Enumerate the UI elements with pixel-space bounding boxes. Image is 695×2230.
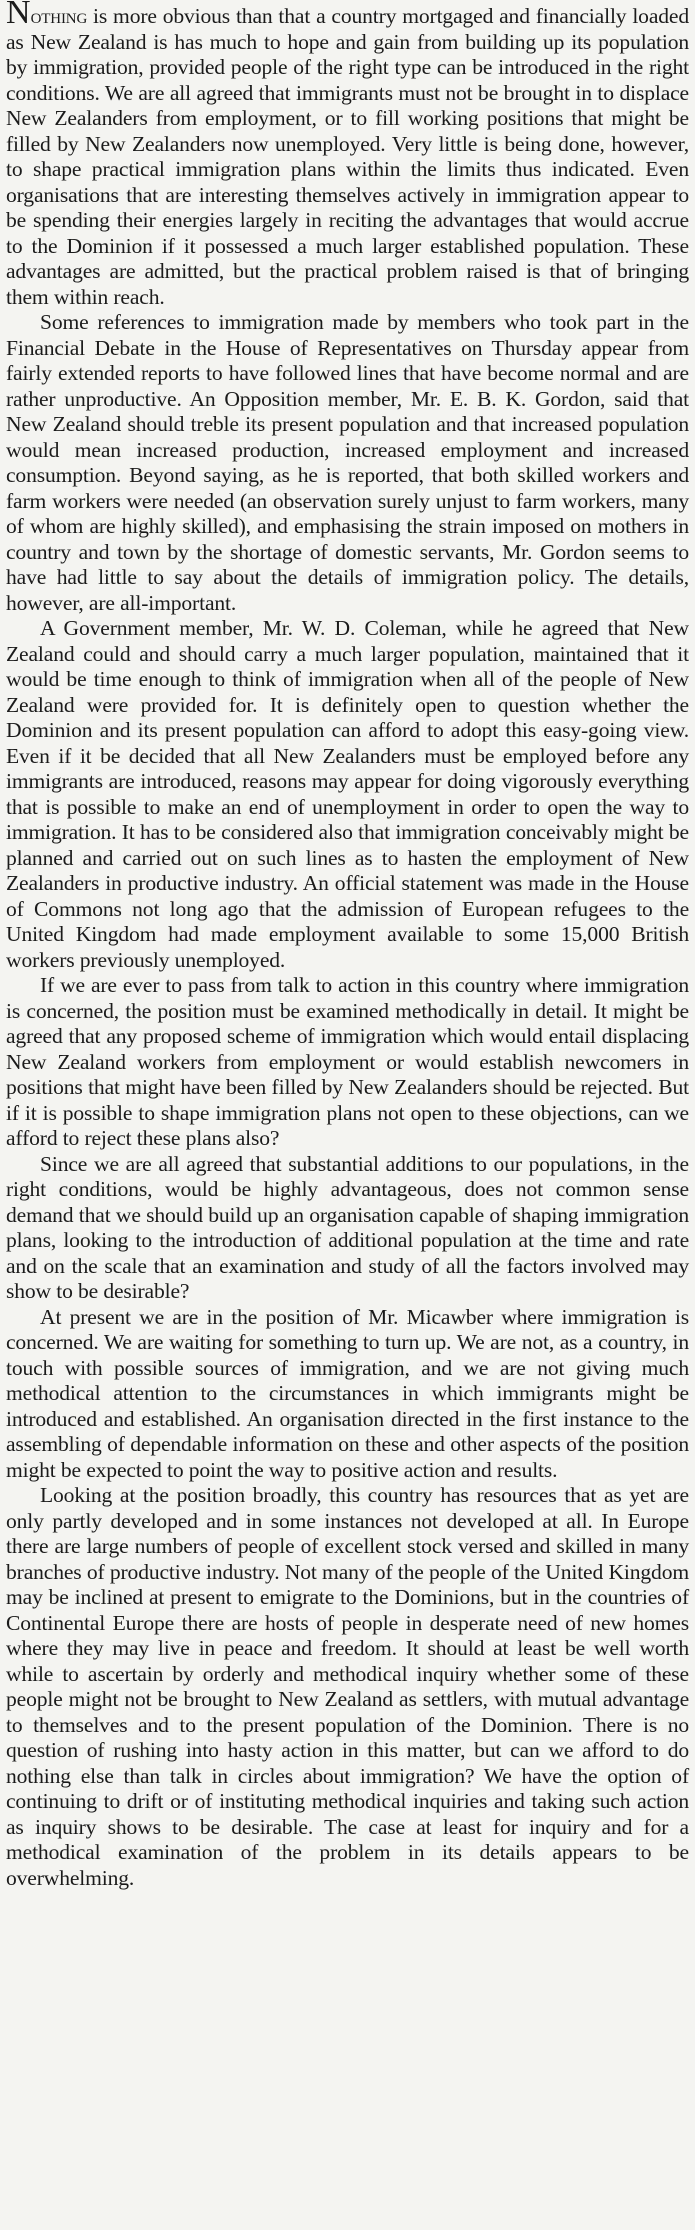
paragraph-financial-debate: Some references to immigration made by members who took part in the Financial Debate in the House of Representatives on Thursday appear from fairly extended reports to have followed lines that have become normal and are rather unproductive. An Opposition member, Mr. E. B. K. Gordon, said that New Zealand should treble its present population and that increased population would mean increased production, increased employment and increased consumption. Beyond saying, as he is reported, that both skilled workers and farm workers were needed (an observation surely unjust to farm workers, many of whom are highly skilled), and emphasising the strain imposed on mothers in country and town by the shortage of domestic servants, Mr. Gordon seems to have had little to say about the details of immigration policy. The details, however, are all-important.: [6, 310, 689, 615]
paragraph-opening: [6, 0, 689, 310]
paragraph-government-member: A Government member, Mr. W. D. Coleman, while he agreed that New Zealand could and should carry a much larger population, maintained that it would be time enough to think of immigration when all of the people of New Zealand were provided for. It is definitely open to question whether the Dominion and its present population can afford to adopt this easy-going view. Even if it be decided that all New Zealanders must be employed before any immigrants are introduced, reasons may appear for doing vigorously everything that is possible to make an end of unemployment in order to open the way to immigration. It has to be considered also that immigration conceivably might be planned and carried out on such lines as to hasten the employment of New Zealanders in productive industry. An official statement was made in the House of Commons not long ago that the admission of European refugees to the United Kingdom had made employment available to some 15,000 British workers previously unemployed.: [6, 616, 689, 972]
paragraph-micawber: At present we are in the position of Mr. Micawber where immigration is concerned. We are waiting for something to turn up. We are not, as a country, in touch with possible sources of immigration, and we are not giving much methodical attention to the circumstances in which immigrants might be introduced and established. An organisation directed in the first instance to the assembling of dependable information on these and other aspects of the position might be expected to point the way to positive action and results.: [6, 1304, 689, 1482]
editorial-article: [6, 0, 689, 1891]
drop-cap: N: [6, 0, 31, 31]
paragraph-text: is more obvious than that a country mortgaged and financially loaded as New Zealand is has much to hope and gain from building up its population by immigration, provided people of the right type can be introduced in the right conditions. We are all agreed that immigrants must not be brought in to displace New Zealanders from employment, or to fill working positions that might be filled by New Zealanders now unemployed. Very little is being done, however, to shape practical immigration plans within the limits thus indicated. Even organisations that are interesting themselves actively in immigration appear to be spending their energies largely in reciting the advantages that would accrue to the Dominion if it possessed a much larger established population. These advantages are admitted, but the practical problem raised is that of bringing them within reach.: [6, 4, 689, 309]
paragraph-common-sense: Since we are all agreed that substantial additions to our populations, in the right conditions, would be highly advantageous, does not common sense demand that we should build up an organisation capable of shaping immigration plans, looking to the introduction of additional population at the time and rate and on the scale that an examination and study of all the factors involved may show to be desirable?: [6, 1151, 689, 1303]
paragraph-talk-to-action: If we are ever to pass from talk to action in this country where immigration is concerned, the position must be examined methodically in detail. It might be agreed that any proposed scheme of immigration which would entail displacing New Zealand workers from employment or would establish newcomers in positions that might have been filled by New Zealanders should be rejected. But if it is possible to shape immigration plans not open to these objections, can we afford to reject these plans also?: [6, 973, 689, 1150]
lead-word: othing: [30, 4, 88, 28]
paragraph-position-broadly: Looking at the position broadly, this country has resources that as yet are only partly developed and in some instances not developed at all. In Europe there are large numbers of people of excellent stock versed and skilled in many branches of productive industry. Not many of the people of the United Kingdom may be inclined at present to emigrate to the Dominions, but in the countries of Continental Europe there are hosts of people in desperate need of new homes where they may live in peace and freedom. It should at least be well worth while to ascertain by orderly and methodical inquiry whether some of these people might not be brought to New Zealand as settlers, with mutual advantage to themselves and to the present population of the Dominion. There is no question of rushing into hasty action in this matter, but can we afford to do nothing else than talk in circles about immigration? We have the option of continuing to drift or of instituting methodical inquiries and taking such action as inquiry shows to be desirable. The case at least for inquiry and for a methodical examination of the problem in its details appears to be overwhelming.: [6, 1483, 689, 1890]
